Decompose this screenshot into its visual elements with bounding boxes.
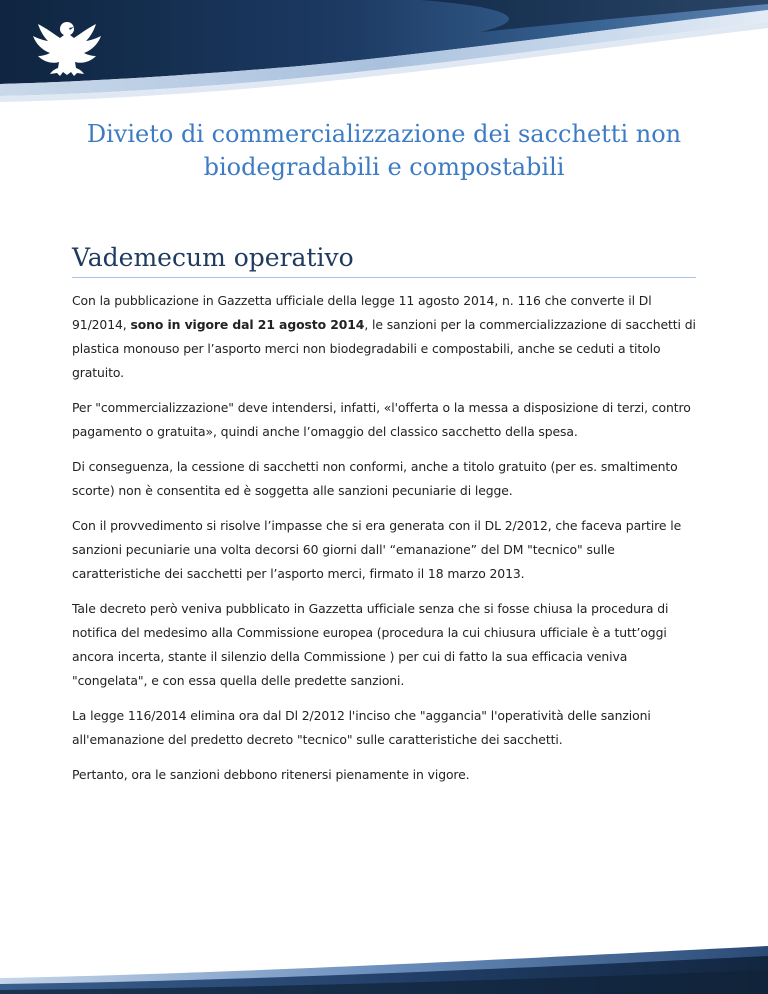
paragraph-5: Tale decreto però veniva pubblicato in Gazzetta ufficiale senza che si fosse chiusa la procedura di notifica del medesimo alla Commissione europea (procedura la cui chiusura ufficiale è a tutt’oggi ancora incerta, stante il silenzio della Commissione ) per cui di fatto la sua efficacia veniva "congelata", e con essa quella delle predette sanzioni. <box>72 601 669 688</box>
paragraph-1-text-end: , le sanzioni per la commercializzazione di sacchetti di plastica monouso per l’asporto merci non biodegradabili e compostabili, anche se ceduti a titolo gratuito. <box>72 317 696 380</box>
document-body <box>72 289 702 798</box>
eagle-emblem-icon <box>30 14 104 78</box>
document-title-line-1: Divieto di commercializzazione dei sacchetti non <box>86 120 682 148</box>
heading-divider <box>72 277 696 278</box>
paragraph-3: Di conseguenza, la cessione di sacchetti non conformi, anche a titolo gratuito (per es. smaltimento scorte) non è consentita ed è soggetta alle sanzioni pecuniarie di legge. <box>72 459 678 498</box>
paragraph-6: La legge 116/2014 elimina ora dal Dl 2/2012 l'inciso che "aggancia" l'operatività delle sanzioni all'emanazione del predetto decreto "tecnico" sulle caratteristiche dei sacchetti. <box>72 708 651 747</box>
footer-banner <box>0 934 768 994</box>
paragraph-1 <box>72 289 702 385</box>
paragraph-1-emphasis: sono in vigore dal 21 agosto 2014 <box>130 317 365 332</box>
paragraph-7: Pertanto, ora le sanzioni debbono ritenersi pienamente in vigore. <box>72 767 470 782</box>
paragraph-2: Per "commercializzazione" deve intendersi, infatti, «l'offerta o la messa a disposizione di terzi, contro pagamento o gratuita», quindi anche l’omaggio del classico sacchetto della spesa. <box>72 400 691 439</box>
paragraph-1-text-start: Con la pubblicazione in Gazzetta ufficiale della legge 11 agosto 2014, n. 116 che converte il Dl 91/2014, <box>72 293 652 332</box>
document-title-line-2: biodegradabili e compostabili <box>203 153 565 181</box>
paragraph-4: Con il provvedimento si risolve l’impasse che si era generata con il DL 2/2012, che faceva partire le sanzioni pecuniarie una volta decorsi 60 giorni dall' “emanazione” del DM "tecnico" sulle caratteristiche dei sacchetti per l’asporto merci, firmato il 18 marzo 2013. <box>72 518 682 581</box>
section-heading: Vademecum operativo <box>72 243 354 272</box>
document-title <box>60 118 708 184</box>
header-banner <box>0 0 768 110</box>
